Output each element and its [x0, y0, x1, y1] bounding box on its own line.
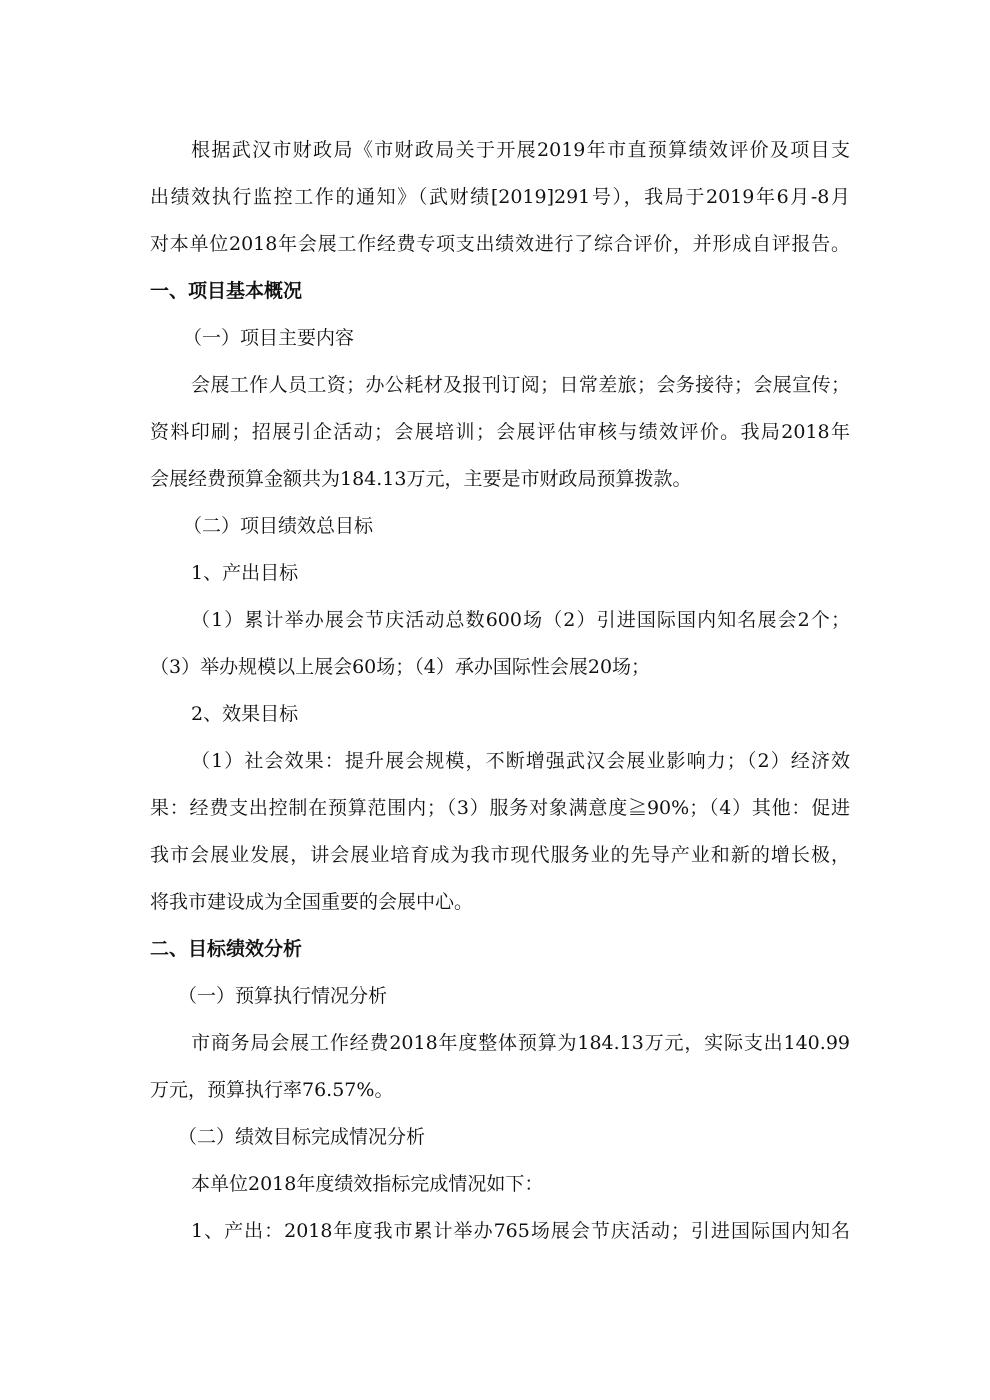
budget-line-2: 万元，预算执行率76.57%。	[150, 1079, 394, 1101]
section-2-sub-2-heading: （二）绩效目标完成情况分析	[178, 1126, 426, 1148]
effect-target-line-4: 将我市建设成为全国重要的会展中心。	[150, 891, 474, 913]
effect-target-line-1: （1）社会效果：提升展会规模，不断增强武汉会展业影响力；（2）经济效	[191, 750, 850, 772]
budget-line-1: 市商务局会展工作经费2018年度整体预算为184.13万元，实际支出140.99	[191, 1032, 850, 1054]
intro-line-2: 出绩效执行监控工作的通知》（武财绩[2019]291号），我局于2019年6月-8月	[150, 186, 850, 208]
section-1-heading: 一、项目基本概况	[150, 280, 303, 302]
section-1-sub-1-heading: （一）项目主要内容	[183, 327, 355, 349]
intro-line-1: 根据武汉市财政局《市财政局关于开展2019年市直预算绩效评价及项目支	[191, 139, 850, 161]
section-2-heading: 二、目标绩效分析	[150, 938, 303, 960]
section-2-sub-1-heading: （一）预算执行情况分析	[178, 985, 388, 1007]
output-target-heading: 1、产出目标	[191, 562, 299, 584]
output-target-line-1: （1）累计举办展会节庆活动总数600场（2）引进国际国内知名展会2个；	[191, 609, 850, 631]
effect-target-line-3: 我市会展业发展，讲会展业培育成为我市现代服务业的先导产业和新的增长极，	[150, 844, 850, 866]
effect-target-heading: 2、效果目标	[191, 703, 299, 725]
content-line-2: 资料印刷；招展引企活动；会展培训；会展评估审核与绩效评价。我局2018年	[150, 421, 850, 443]
performance-line-2: 1、产出：2018年度我市累计举办765场展会节庆活动；引进国际国内知名	[191, 1220, 850, 1242]
output-target-line-2: （3）举办规模以上展会60场；（4）承办国际性会展20场；	[150, 656, 651, 678]
content-line-3: 会展经费预算金额共为184.13万元，主要是市财政局预算拨款。	[150, 468, 692, 490]
effect-target-line-2: 果：经费支出控制在预算范围内；（3）服务对象满意度≧90%；（4）其他：促进	[150, 797, 850, 819]
intro-line-3: 对本单位2018年会展工作经费专项支出绩效进行了综合评价，并形成自评报告。	[150, 233, 850, 255]
section-1-sub-2-heading: （二）项目绩效总目标	[183, 515, 374, 537]
performance-line-1: 本单位2018年度绩效指标完成情况如下：	[191, 1173, 544, 1195]
content-line-1: 会展工作人员工资；办公耗材及报刊订阅；日常差旅；会务接待；会展宣传；	[191, 374, 850, 396]
